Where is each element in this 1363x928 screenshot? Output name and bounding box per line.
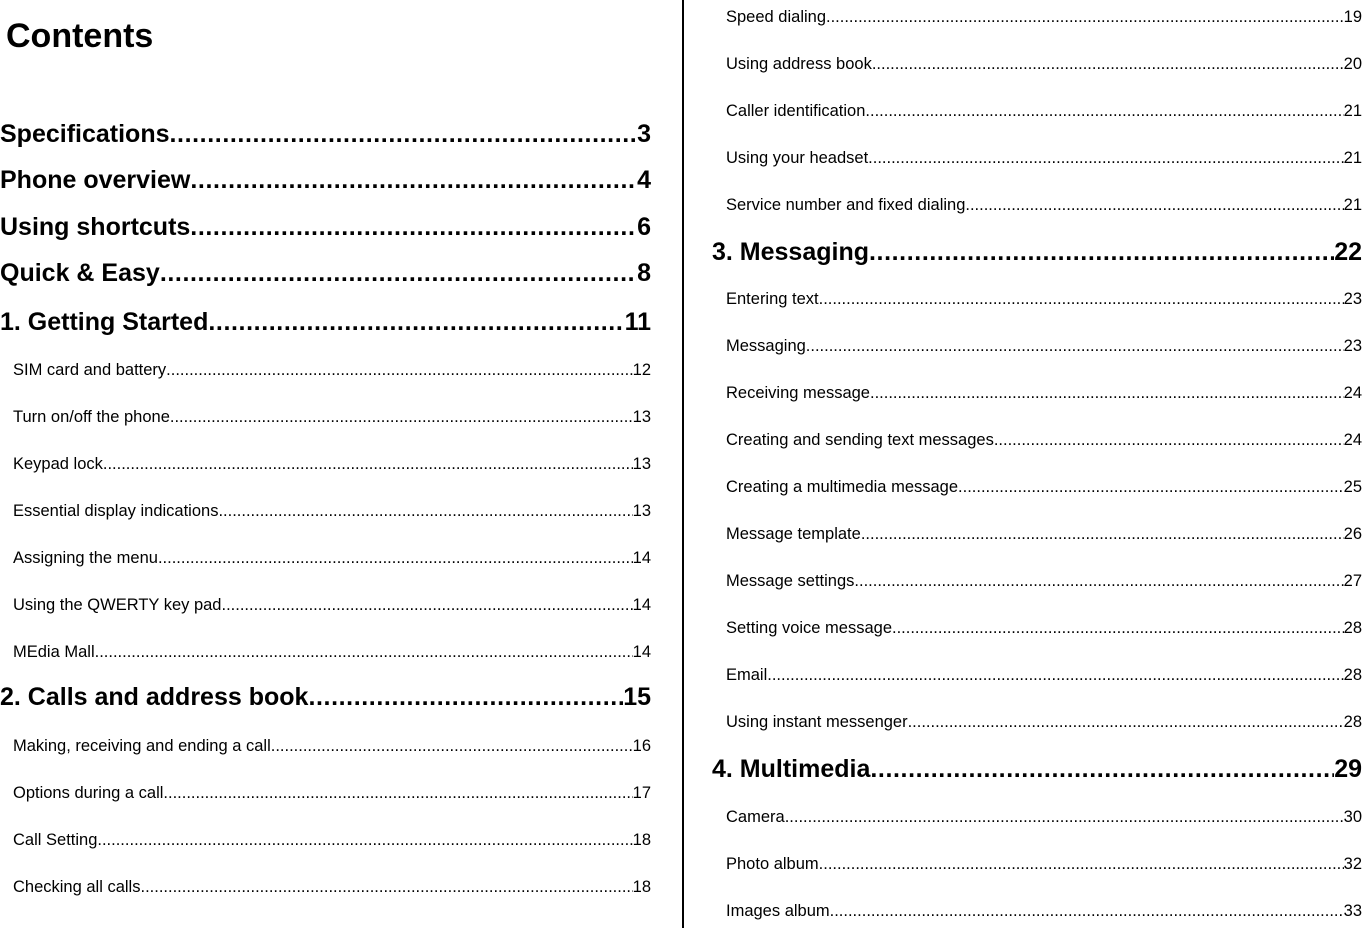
- toc-page-number: 13: [632, 408, 651, 426]
- toc-page-number: 23: [1343, 290, 1362, 308]
- toc-section-entry[interactable]: [726, 287, 1362, 311]
- toc-chapter-entry[interactable]: [0, 117, 651, 151]
- toc-entry-label: 2. Calls and address book: [0, 683, 309, 711]
- toc-entry-label: Assigning the menu: [13, 549, 158, 567]
- toc-entry-label: Service number and fixed dialing: [726, 196, 966, 214]
- toc-leader-dots: [854, 569, 1343, 593]
- toc-leader-dots: [872, 52, 1344, 76]
- toc-entry-label: 4. Multimedia: [712, 755, 871, 783]
- column-divider: [682, 0, 684, 928]
- toc-page-number: 32: [1343, 855, 1362, 873]
- toc-entry-label: Checking all calls: [13, 878, 141, 896]
- toc-section-entry[interactable]: [13, 781, 651, 805]
- toc-section-entry[interactable]: [726, 334, 1362, 358]
- toc-page-number: 26: [1343, 525, 1362, 543]
- toc-leader-dots: [308, 680, 623, 714]
- toc-entry-label: Speed dialing: [726, 8, 826, 26]
- toc-leader-dots: [218, 499, 632, 523]
- toc-page-number: 21: [1343, 149, 1362, 167]
- toc-entry-label: Creating and sending text messages: [726, 431, 994, 449]
- toc-entry-label: Using the QWERTY key pad: [13, 596, 222, 614]
- toc-page-number: 27: [1343, 572, 1362, 590]
- toc-page-number: 13: [632, 502, 651, 520]
- toc-page-number: 8: [637, 259, 651, 287]
- toc-chapter-entry[interactable]: [0, 680, 651, 714]
- toc-leader-dots: [166, 358, 632, 382]
- toc-page-number: 30: [1343, 808, 1362, 826]
- toc-leader-dots: [160, 256, 637, 290]
- toc-leader-dots: [870, 752, 1334, 786]
- toc-entry-label: Message template: [726, 525, 861, 543]
- toc-section-entry[interactable]: [726, 522, 1362, 546]
- toc-section-entry[interactable]: [726, 193, 1362, 217]
- toc-leader-dots: [158, 546, 633, 570]
- toc-entry-label: Essential display indications: [13, 502, 219, 520]
- toc-section-entry[interactable]: [13, 452, 651, 476]
- toc-entry-label: 1. Getting Started: [0, 308, 209, 336]
- toc-section-entry[interactable]: [726, 5, 1362, 29]
- toc-leader-dots: [892, 616, 1344, 640]
- toc-leader-dots: [868, 146, 1343, 170]
- toc-page-number: 4: [637, 166, 651, 194]
- toc-leader-dots: [826, 5, 1344, 29]
- toc-page-number: 18: [632, 878, 651, 896]
- toc-leader-dots: [221, 593, 632, 617]
- toc-page-number: 28: [1343, 619, 1362, 637]
- toc-leader-dots: [830, 899, 1344, 923]
- toc-section-entry[interactable]: [726, 475, 1362, 499]
- toc-page-number: 24: [1343, 431, 1362, 449]
- toc-page-number: 29: [1334, 755, 1362, 783]
- toc-section-entry[interactable]: [726, 146, 1362, 170]
- toc-page-number: 33: [1343, 902, 1362, 920]
- toc-entry-label: Entering text: [726, 290, 819, 308]
- toc-section-entry[interactable]: [726, 99, 1362, 123]
- toc-chapter-entry[interactable]: [712, 235, 1362, 269]
- toc-leader-dots: [958, 475, 1344, 499]
- toc-section-entry[interactable]: [13, 734, 651, 758]
- toc-entry-label: SIM card and battery: [13, 361, 167, 379]
- toc-page-number: 13: [632, 455, 651, 473]
- toc-page-number: 3: [637, 120, 651, 148]
- toc-page-number: 28: [1343, 666, 1362, 684]
- toc-page-number: 15: [623, 683, 651, 711]
- toc-entry-label: Using your headset: [726, 149, 869, 167]
- toc-leader-dots: [819, 287, 1344, 311]
- toc-page-number: 14: [632, 596, 651, 614]
- toc-page-number: 18: [632, 831, 651, 849]
- toc-entry-label: Quick & Easy: [0, 259, 160, 287]
- toc-entry-label: Turn on/off the phone: [13, 408, 170, 426]
- toc-leader-dots: [819, 852, 1344, 876]
- page-title: Contents: [6, 17, 154, 55]
- toc-section-entry[interactable]: [726, 428, 1362, 452]
- toc-leader-dots: [865, 99, 1343, 123]
- toc-page-number: 14: [632, 643, 651, 661]
- toc-entry-label: Creating a multimedia message: [726, 478, 959, 496]
- toc-entry-label: Phone overview: [0, 166, 191, 194]
- toc-leader-dots: [163, 781, 632, 805]
- toc-entry-label: Images album: [726, 902, 830, 920]
- toc-page-number: 25: [1343, 478, 1362, 496]
- toc-page-number: 17: [632, 784, 651, 802]
- toc-chapter-entry[interactable]: [0, 163, 651, 197]
- toc-leader-dots: [785, 805, 1344, 829]
- toc-entry-label: Using instant messenger: [726, 713, 908, 731]
- toc-entry-label: Using address book: [726, 55, 872, 73]
- toc-leader-dots: [170, 117, 638, 151]
- toc-leader-dots: [271, 734, 633, 758]
- toc-section-entry[interactable]: [726, 710, 1362, 734]
- toc-section-entry[interactable]: [13, 593, 651, 617]
- toc-section-entry[interactable]: [726, 616, 1362, 640]
- toc-chapter-entry[interactable]: [0, 256, 651, 290]
- toc-section-entry[interactable]: [13, 828, 651, 852]
- toc-page-number: 21: [1343, 102, 1362, 120]
- toc-leader-dots: [908, 710, 1344, 734]
- toc-leader-dots: [870, 381, 1344, 405]
- toc-leader-dots: [97, 828, 632, 852]
- toc-section-entry[interactable]: [726, 899, 1362, 923]
- toc-section-entry[interactable]: [726, 852, 1362, 876]
- toc-entry-label: 3. Messaging: [712, 238, 869, 266]
- toc-entry-label: Options during a call: [13, 784, 164, 802]
- toc-section-entry[interactable]: [13, 640, 651, 664]
- toc-entry-label: Receiving message: [726, 384, 870, 402]
- toc-leader-dots: [994, 428, 1344, 452]
- toc-page-number: 11: [624, 308, 651, 336]
- toc-page-number: 21: [1343, 196, 1362, 214]
- toc-section-entry[interactable]: [726, 569, 1362, 593]
- toc-entry-label: Call Setting: [13, 831, 98, 849]
- toc-leader-dots: [861, 522, 1344, 546]
- toc-leader-dots: [170, 405, 633, 429]
- toc-entry-label: Messaging: [726, 337, 806, 355]
- toc-leader-dots: [806, 334, 1344, 358]
- toc-page-number: 23: [1343, 337, 1362, 355]
- toc-entry-label: Specifications: [0, 120, 170, 148]
- toc-section-entry[interactable]: [726, 805, 1362, 829]
- toc-leader-dots: [208, 305, 624, 339]
- toc-section-entry[interactable]: [13, 358, 651, 382]
- toc-entry-label: Camera: [726, 808, 785, 826]
- toc-entry-label: Email: [726, 666, 768, 684]
- toc-section-entry[interactable]: [13, 405, 651, 429]
- toc-entry-label: Message settings: [726, 572, 855, 590]
- toc-entry-label: Making, receiving and ending a call: [13, 737, 271, 755]
- toc-chapter-entry[interactable]: [712, 752, 1362, 786]
- toc-chapter-entry[interactable]: [0, 210, 651, 244]
- toc-entry-label: Using shortcuts: [0, 213, 191, 241]
- toc-section-entry[interactable]: [726, 52, 1362, 76]
- toc-section-entry[interactable]: [13, 546, 651, 570]
- toc-leader-dots: [869, 235, 1334, 269]
- toc-section-entry[interactable]: [726, 381, 1362, 405]
- toc-entry-label: Keypad lock: [13, 455, 103, 473]
- toc-entry-label: Caller identification: [726, 102, 866, 120]
- toc-leader-dots: [95, 640, 633, 664]
- toc-leader-dots: [190, 163, 637, 197]
- toc-entry-label: MEdia Mall: [13, 643, 95, 661]
- toc-section-entry[interactable]: [726, 663, 1362, 687]
- toc-page-number: 16: [632, 737, 651, 755]
- toc-chapter-entry[interactable]: [0, 305, 651, 339]
- toc-entry-label: Setting voice message: [726, 619, 893, 637]
- toc-page-number: 6: [637, 213, 651, 241]
- toc-leader-dots: [140, 875, 632, 899]
- toc-section-entry[interactable]: [13, 875, 651, 899]
- toc-leader-dots: [190, 210, 637, 244]
- toc-page-number: 19: [1343, 8, 1362, 26]
- toc-page-number: 24: [1343, 384, 1362, 402]
- toc-page-number: 28: [1343, 713, 1362, 731]
- toc-leader-dots: [767, 663, 1343, 687]
- toc-page-number: 14: [632, 549, 651, 567]
- toc-section-entry[interactable]: [13, 499, 651, 523]
- toc-page-number: 20: [1343, 55, 1362, 73]
- toc-page-number: 12: [632, 361, 651, 379]
- toc-leader-dots: [965, 193, 1343, 217]
- toc-leader-dots: [103, 452, 633, 476]
- toc-page-number: 22: [1334, 238, 1362, 266]
- toc-entry-label: Photo album: [726, 855, 819, 873]
